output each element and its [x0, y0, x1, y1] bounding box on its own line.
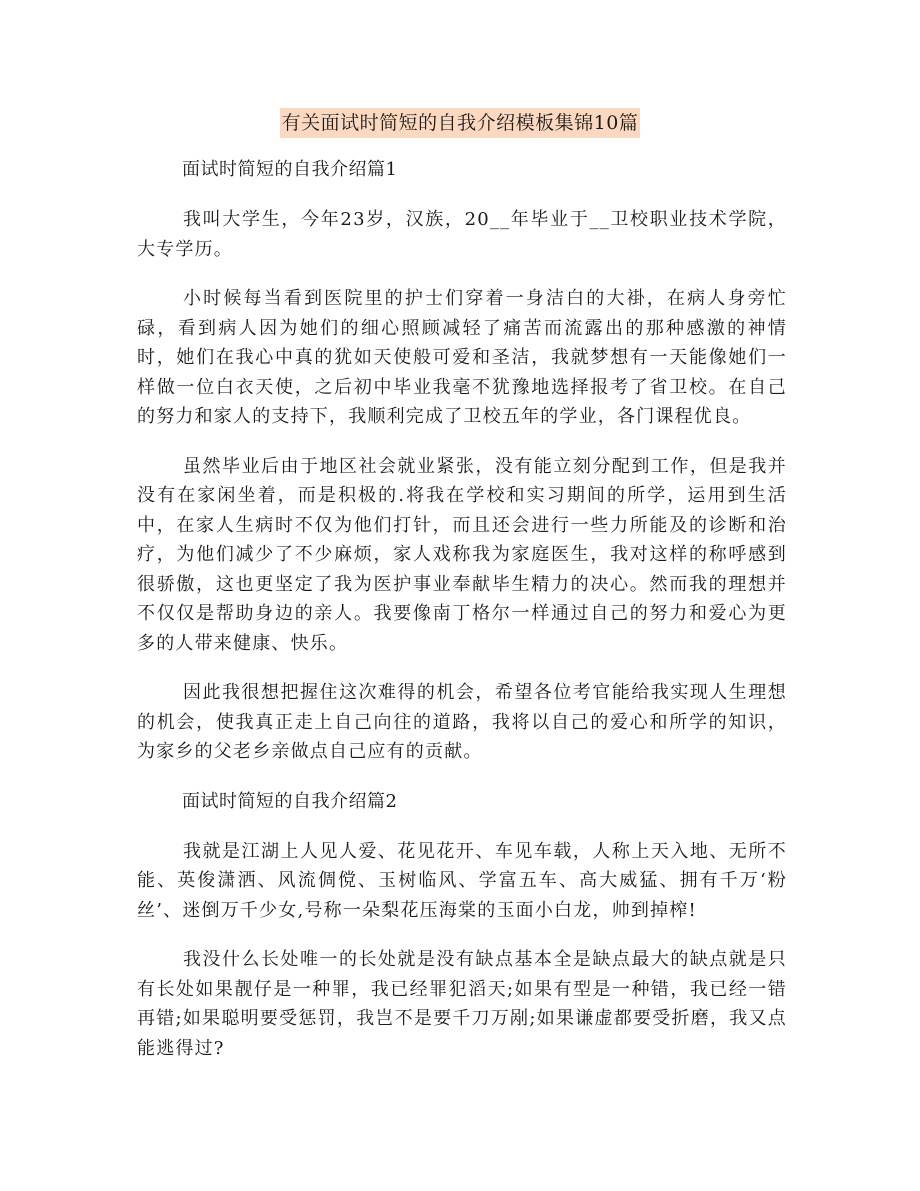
paragraph: 我叫大学生，今年23岁，汉族，20__年毕业于__卫校职业技术学院，大专学历。	[137, 209, 787, 260]
section-1	[137, 155, 787, 767]
document-body	[137, 155, 787, 1083]
paragraph: 虽然毕业后由于地区社会就业紧张，没有能立刻分配到工作，但是我并没有在家闲坐着，而是积极的.将我在学校和实习期间的所学，运用到生活中，在家人生病时不仅为他们打针，而且还会进行一些力所能及的诊断和治疗，为他们减少了不少麻烦，家人戏称我为家庭医生，我对这样的称呼感到很骄傲，这也更坚定了我为医护事业奉献毕生精力的决心。然而我的理想并不仅仅是帮助身边的亲人。我要像南丁格尔一样通过自己的努力和爱心为更多的人带来健康、快乐。	[137, 455, 787, 654]
document-title-wrap	[0, 108, 920, 138]
paragraph: 小时候每当看到医院里的护士们穿着一身洁白的大褂，在病人身旁忙碌，看到病人因为她们的细心照顾减轻了痛苦而流露出的那种感激的神情时，她们在我心中真的犹如天使般可爱和圣洁，我就梦想有一天能像她们一样做一位白衣天使，之后初中毕业我毫不犹豫地选择报考了省卫校。在自己的努力和家人的支持下，我顺利完成了卫校五年的学业，各门课程优良。	[137, 288, 787, 427]
section-heading: 面试时简短的自我介绍篇1	[182, 159, 398, 180]
paragraph: 因此我很想把握住这次难得的机会，希望各位考官能给我实现人生理想的机会，使我真正走上自己向往的道路，我将以自己的爱心和所学的知识，为家乡的父老乡亲做点自己应有的贡献。	[137, 682, 787, 762]
section-heading: 面试时简短的自我介绍篇2	[182, 790, 398, 812]
paragraph: 我没什么长处唯一的长处就是没有缺点基本全是缺点最大的缺点就是只有长处如果靓仔是一种罪，我已经罪犯滔天;如果有型是一种错，我已经一错再错;如果聪明要受惩罚，我岂不是要千刀万剐;如果谦虚都要受折磨，我又点能逃得过?	[137, 949, 787, 1059]
paragraph: 我就是江湖上人见人爱、花见花开、车见车载，人称上天入地、无所不能、英俊潇洒、风流倜傥、玉树临风、学富五车、高大威猛、拥有千万‘粉丝’、迷倒万千少女,号称一朵梨花压海棠的玉面小白龙，帅到掉榨!	[137, 840, 787, 921]
section-2	[137, 787, 787, 1064]
document-title: 有关面试时简短的自我介绍模板集锦10篇	[280, 108, 641, 138]
